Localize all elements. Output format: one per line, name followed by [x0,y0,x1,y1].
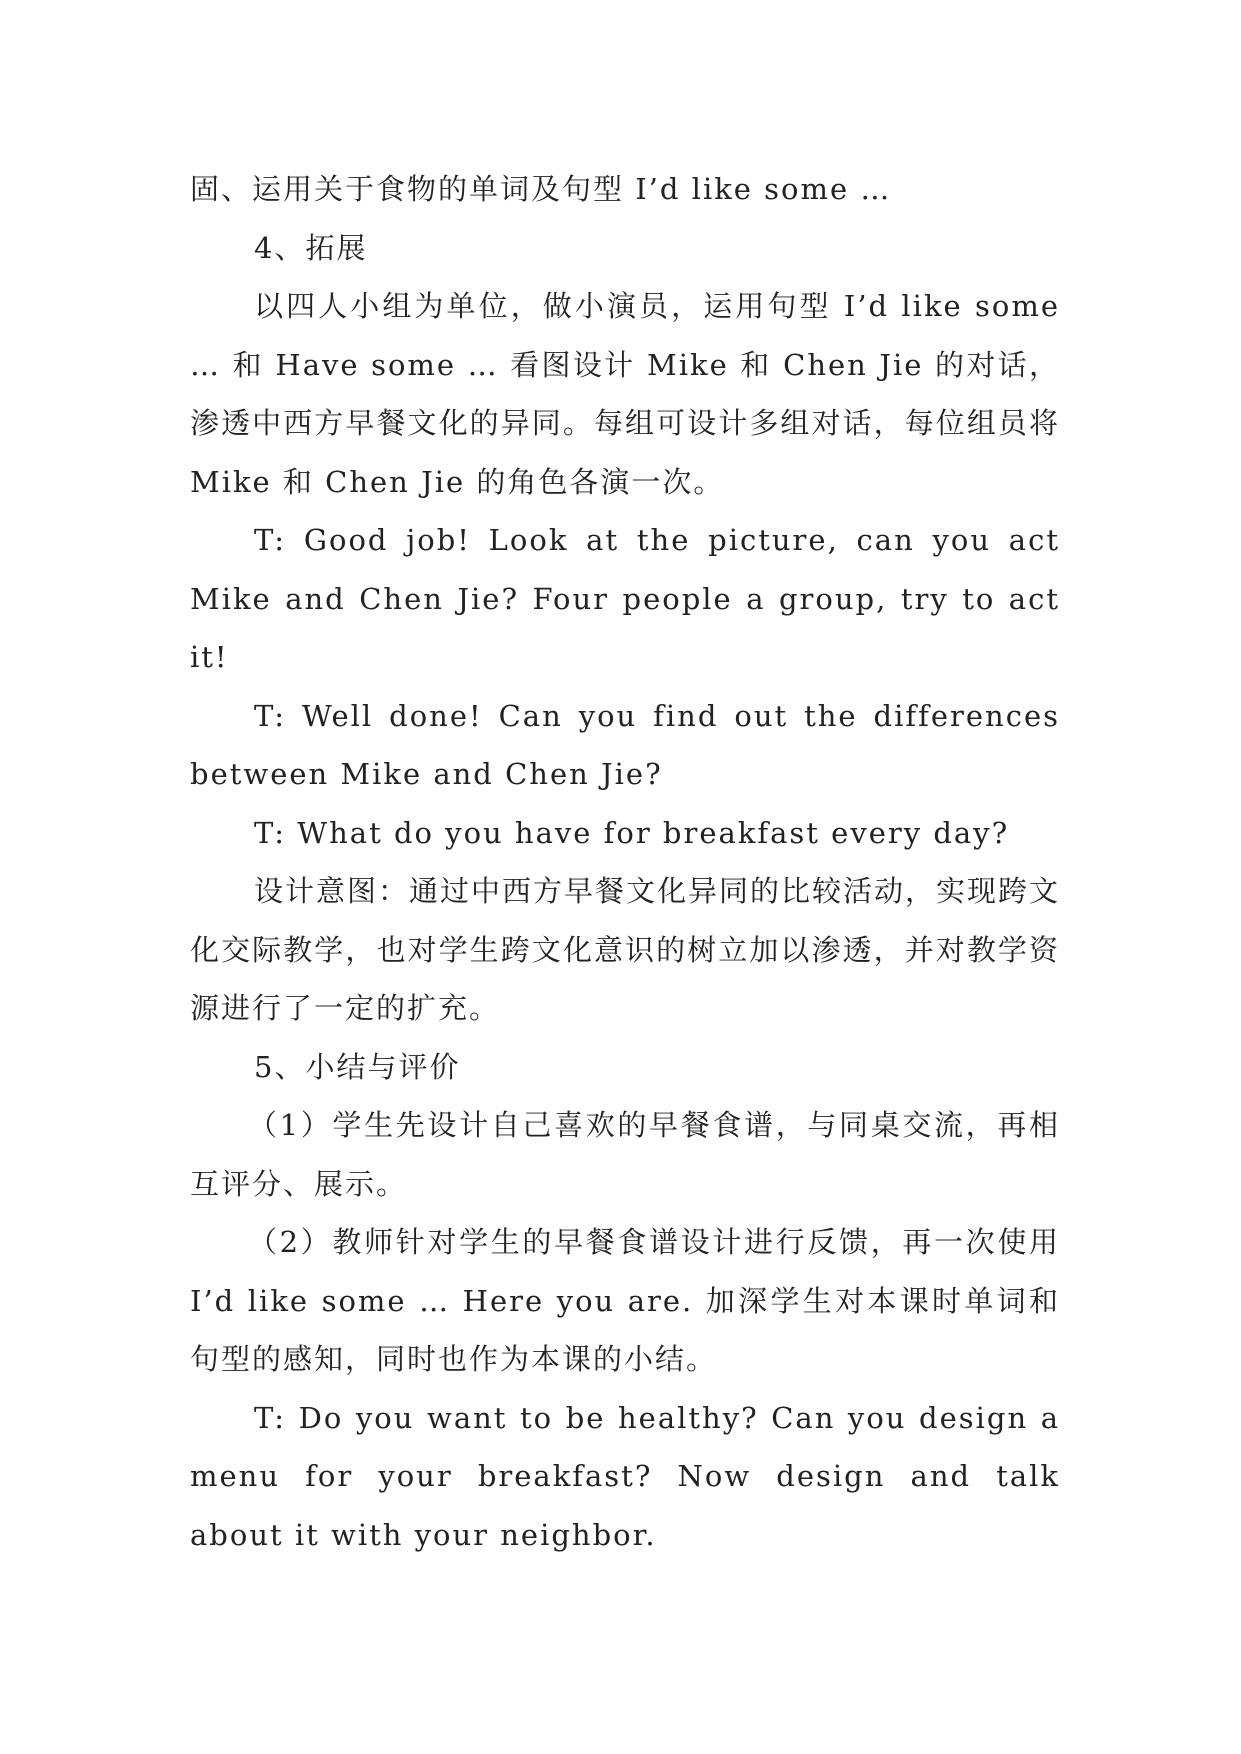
teacher-line-good-job: T: Good job! Look at the picture, can you act Mike and Chen Jie? Four people a group, try to act it! [190,523,1060,674]
paragraph-continuation: 固、运用关于食物的单词及句型 I’d like some … [190,172,892,206]
teacher-line-well-done: T: Well done! Can you find out the differences between Mike and Chen Jie? [190,698,1060,791]
paragraph-design-intent: 设计意图：通过中西方早餐文化异同的比较活动，实现跨文化交际教学，也对学生跨文化意识的树立加以渗透，并对教学资源进行了一定的扩充。 [190,874,1061,1025]
paragraph-summary-step-2: （2）教师针对学生的早餐食谱设计进行反馈，再一次使用 I’d like some … Here you are. 加深学生对本课时单词和句型的感知，同时也作为本课的小结。 [190,1225,1060,1376]
paragraph-summary-step-1: （1）学生先设计自己喜欢的早餐食谱，与同桌交流，再相互评分、展示。 [190,1108,1060,1201]
section-heading-extension: 4、拓展 [254,230,368,265]
document-body [190,160,1060,1564]
paragraph-group-activity: 以四人小组为单位，做小演员，运用句型 I’d like some … 和 Have some … 看图设计 Mike 和 Chen Jie 的对话，渗透中西方早餐文化的异同。每组可设计多组对话，每位组员将 Mike 和 Chen Jie 的角色各演一次。 [190,289,1060,499]
section-heading-summary: 5、小结与评价 [254,1049,461,1084]
teacher-line-breakfast-question: T: What do you have for breakfast every day? [254,815,1010,850]
teacher-line-healthy-menu: T: Do you want to be healthy? Can you design a menu for your breakfast? Now design and talk about it with your neighbor. [190,1400,1060,1552]
